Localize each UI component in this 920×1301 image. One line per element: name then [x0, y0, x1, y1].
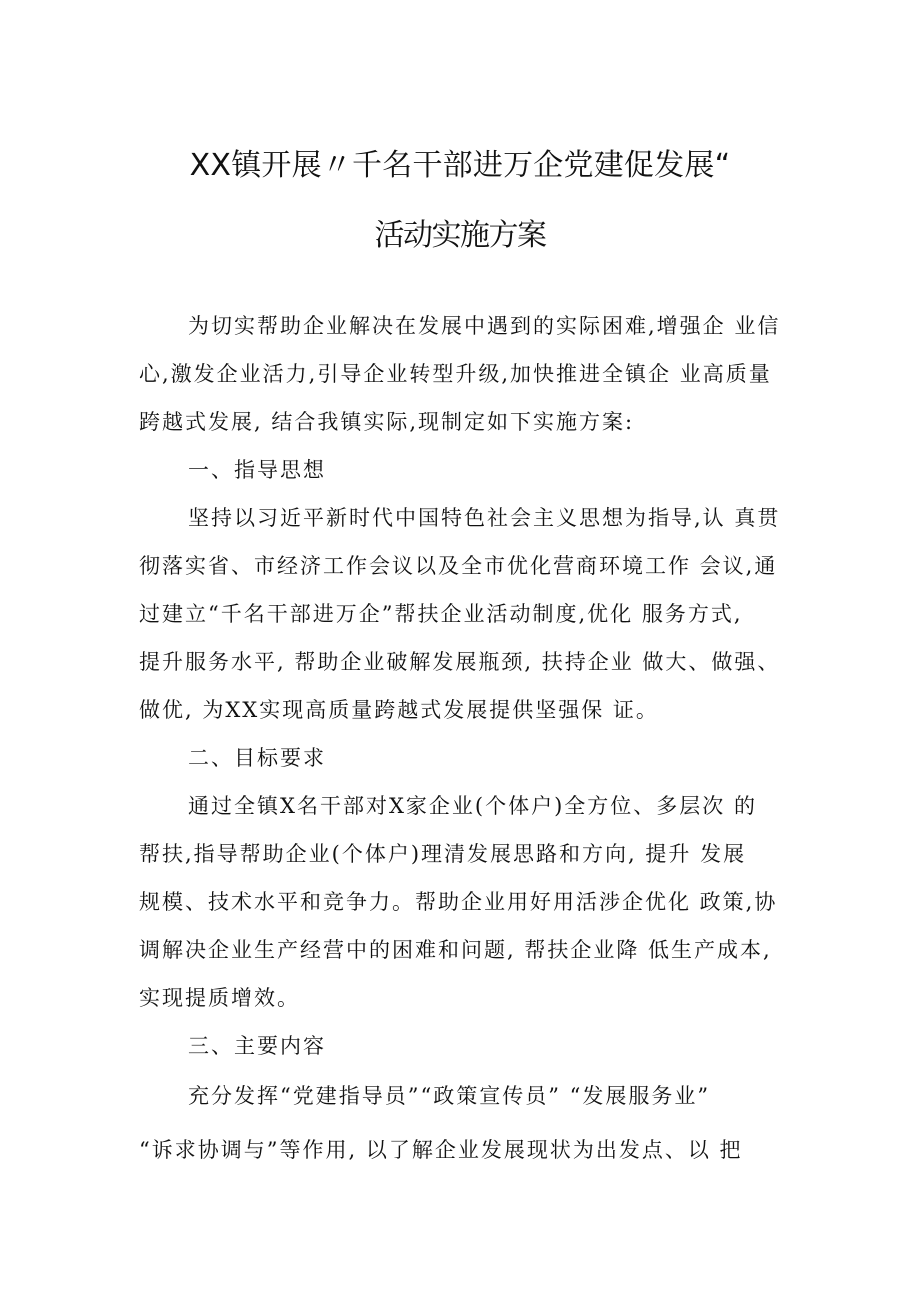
paragraph-line: 做优, 为XX实现高质量跨越式发展提供坚强保 证。 — [139, 698, 659, 722]
paragraph-line: 规模、技术水平和竞争力。帮助企业用好用活涉企优化 政策,协 — [139, 890, 778, 914]
document-title-line-1: XX镇开展〃千名干部进万企党建促发展“ — [189, 148, 731, 183]
paragraph-line: 通过全镇X名干部对X家企业(个体户)全方位、多层次 的 — [188, 794, 757, 818]
paragraph-line: 为切实帮助企业解决在发展中遇到的实际困难,增强企 业信 — [188, 314, 781, 338]
paragraph-line: 充分发挥“党建指导员”“政策宣传员” “发展服务业” — [188, 1084, 711, 1108]
section-heading: 一、指导思想 — [188, 458, 326, 482]
paragraph-line: 过建立“千名干部进万企”帮扶企业活动制度,优化 服务方式, — [139, 602, 743, 626]
paragraph-line: 帮扶,指导帮助企业(个体户)理清发展思路和方向, 提升 发展 — [139, 842, 747, 866]
paragraph-line: 彻落实省、市经济工作会议以及全市优化营商环境工作 会议,通 — [139, 554, 778, 578]
section-heading: 三、主要内容 — [188, 1034, 326, 1058]
paragraph-line: “诉求协调与”等作用, 以了解企业发展现状为出发点、以 把 — [139, 1138, 743, 1162]
paragraph-line: 跨越式发展, 结合我镇实际,现制定如下实施方案: — [139, 410, 635, 434]
paragraph-line: 提升服务水平, 帮助企业破解发展瓶颈, 扶持企业 做大、做强、 — [139, 650, 781, 674]
document-title-line-2: 活动实施方案 — [374, 218, 546, 253]
section-heading: 二、目标要求 — [188, 746, 326, 770]
paragraph-line: 实现提质增效。 — [139, 986, 300, 1010]
paragraph-line: 坚持以习近平新时代中国特色社会主义思想为指导,认 真贯 — [188, 506, 781, 530]
paragraph-line: 调解决企业生产经营中的困难和问题, 帮扶企业降 低生产成本, — [139, 938, 772, 962]
paragraph-line: 心,激发企业活力,引导企业转型升级,加快推进全镇企 业高质量 — [139, 362, 772, 386]
